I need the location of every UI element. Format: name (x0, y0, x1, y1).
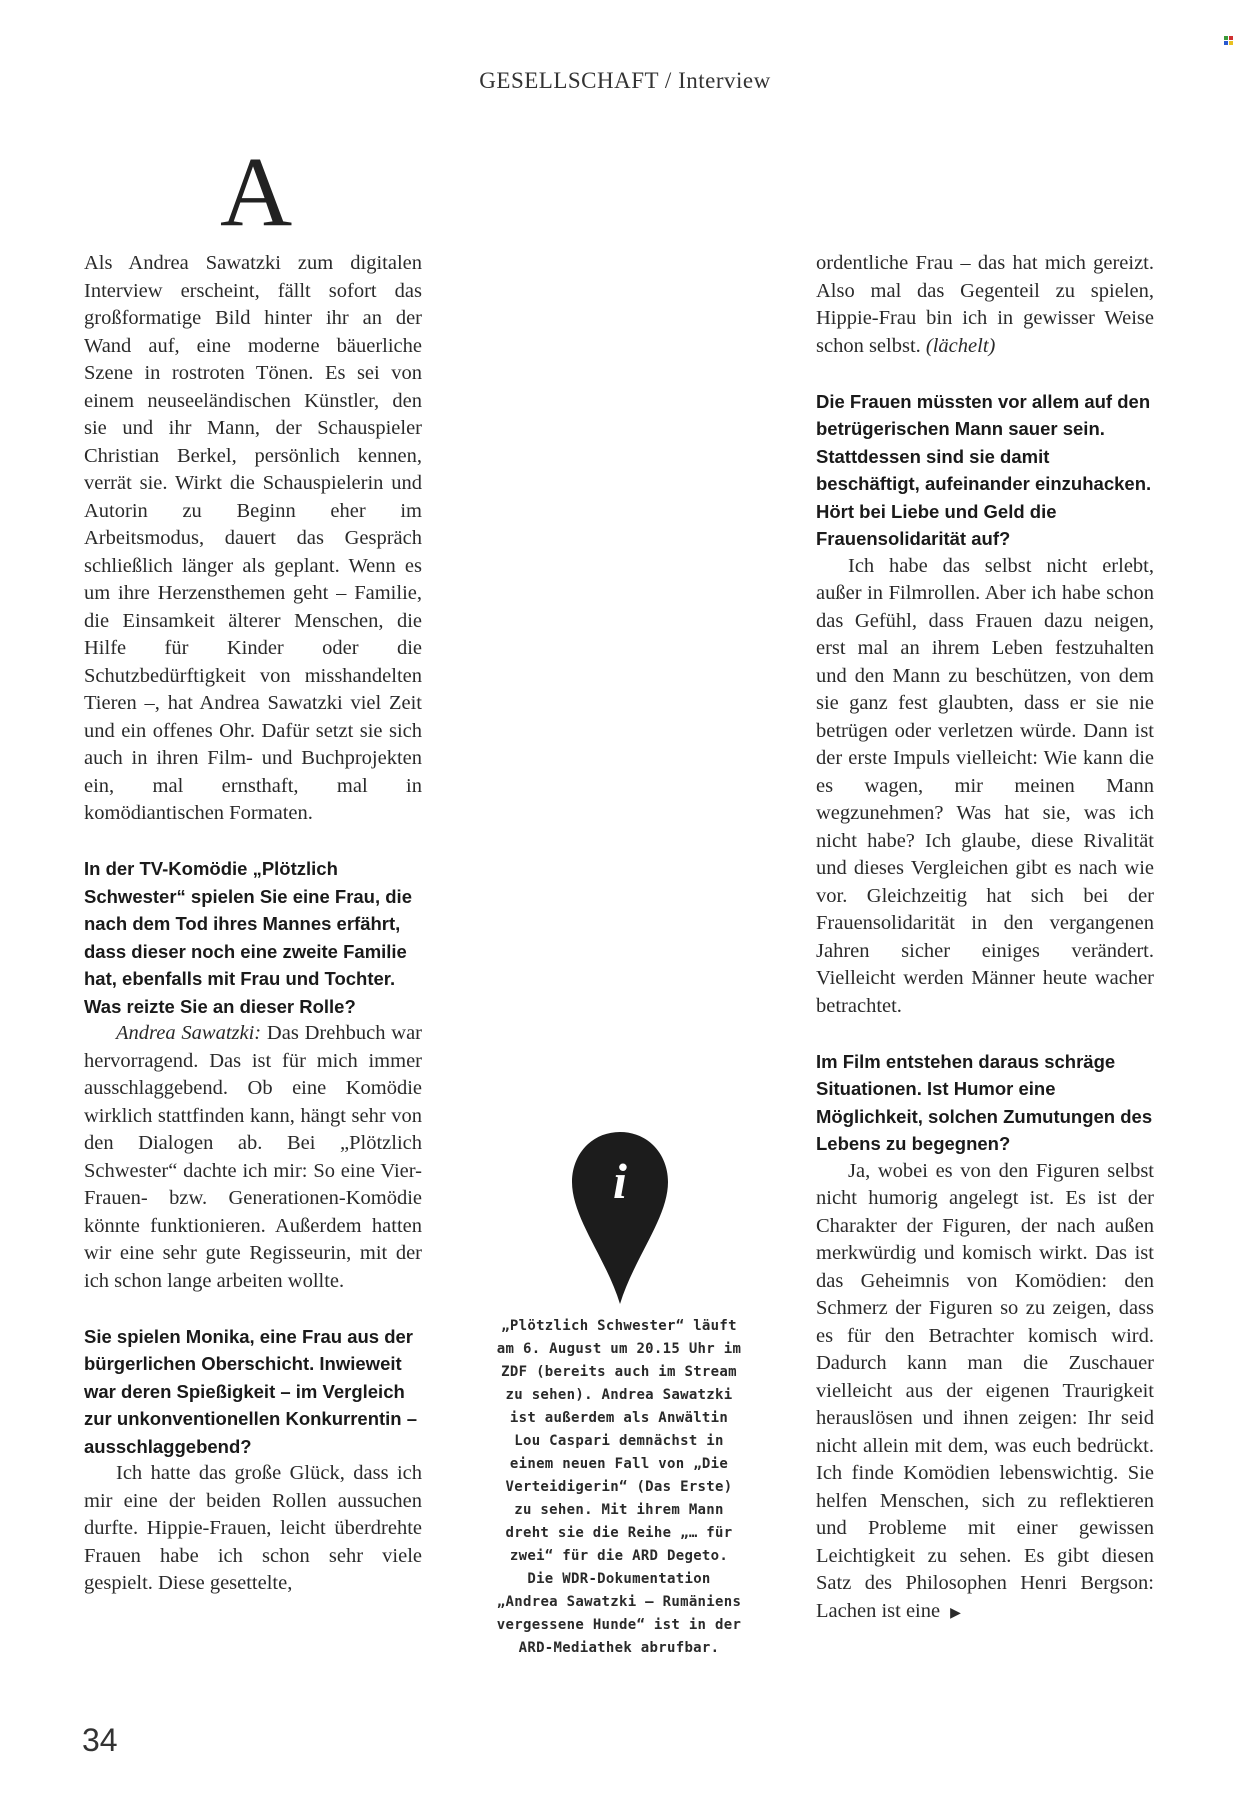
answer-2: Ich hatte das große Glück, dass ich mir eine der beiden Rollen aussuchen durfte. Hippie-Frauen, leicht überdrehte Frauen habe ich schon sehr viele gespielt. Diese gesettelte, (84, 1462, 422, 1594)
page-number: 34 (82, 1722, 118, 1758)
answer-1 (84, 1020, 422, 1295)
section-header: GESELLSCHAFT / Interview (479, 68, 771, 93)
question-3: Die Frauen müssten vor allem auf den betrügerischen Mann sauer sein. Stattdessen sind sie damit beschäftigt, aufeinander einzuhacken. Hört bei Liebe und Geld die Frauensolidarität auf? (816, 390, 1152, 549)
info-pin-icon (568, 1128, 672, 1308)
color-registration-mark (1224, 36, 1234, 46)
intro-paragraph: Als Andrea Sawatzki zum digitalen Interview erscheint, fällt sofort das großformatige Bild hinter ihr an der Wand auf, eine moderne bäuerliche Szene in rostroten Tönen. Es sei von einem neuseeländischen Künstler, den sie und ihr Mann, der Schauspieler Christian Berkel, persönlich kennen, verrät sie. Wirkt die Schauspielerin und Autorin zu Beginn eher im Arbeitsmodus, dauert das Gespräch schließlich länger als geplant. Wenn es um ihre Herzensthemen geht – Familie, die Einsamkeit älterer Menschen, die Hilfe für Kinder oder die Schutzbedürftigkeit von misshandelten Tieren –, hat Andrea Sawatzki viel Zeit und ein offenes Ohr. Dafür setzt sie sich auch in ihren Film- und Buchprojekten ein, mal ernsthaft, mal in komödiantischen Formaten. (84, 252, 422, 824)
answer-4-text: Ja, wobei es von den Figuren selbst nicht humorig angelegt ist. Es ist der Charakter der Figuren, der nach außen merkwürdig und komisch wirkt. Das ist das Geheimnis von Komödien: den Schmerz der Figuren so zu zeigen, dass es für den Betrachter komisch wird. Dadurch kann man die Zuschauer vielleicht aus der eigenen Traurigkeit herauslösen und ihnen zeigen: Ihr seid nicht allein mit dem, was euch bedrückt. Ich finde Komödien lebenswichtig. Sie helfen Menschen, sich zu reflektieren und Probleme mit einer gewissen Leichtigkeit zu sehen. Es gibt diesen Satz des Philosophen Henri Bergson: Lachen ist eine (816, 1159, 1154, 1622)
answer-2-continued (816, 250, 1154, 360)
drop-cap-initial: A (220, 136, 293, 247)
continue-arrow-icon: ▶ (950, 1604, 961, 1621)
question-4: Im Film entstehen daraus schräge Situationen. Ist Humor eine Möglichkeit, solchen Zumutungen des Lebens zu begegnen? (816, 1050, 1153, 1154)
right-column (816, 250, 1154, 1627)
question-2: Sie spielen Monika, eine Frau aus der bürgerlichen Oberschicht. Inwieweit war deren Spießigkeit – im Vergleich zur unkonventionellen Konkurrentin – ausschlaggebend? (84, 1325, 418, 1457)
answer-2-continued-text: ordentliche Frau – das hat mich gereizt. Also mal das Gegenteil zu spielen, Hippie-Frau bin ich in gewisser Weise schon selbst. (816, 252, 1154, 357)
stage-direction: (lächelt) (925, 334, 996, 357)
speaker-name: Andrea Sawatzki: (116, 1022, 262, 1044)
info-pin-letter: i (613, 1153, 627, 1209)
info-box-text: „Plötzlich Schwester“ läuft am 6. August um 20.15 Uhr im ZDF (bereits auch im Stream zu sehen). Andrea Sawatzki ist außerdem als Anwältin Lou Caspari demnächst in einem neuen Fall von „Die Verteidigerin“ (Das Erste) zu sehen. Mit ihrem Mann dreht sie die Reihe „… für zwei“ für die ARD Degeto. Die WDR-Dokumentation „Andrea Sawatzki – Rumäniens vergessene Hunde“ ist in der ARD-Mediathek abrufbar. (496, 1318, 742, 1656)
question-1: In der TV-Komödie „Plötzlich Schwester“ spielen Sie eine Frau, die nach dem Tod ihres Mannes erfährt, dass dieser noch eine zweite Familie hat, ebenfalls mit Frau und Tochter. Was reizte Sie an dieser Rolle? (84, 858, 412, 1017)
answer-1-text: Das Drehbuch war hervorragend. Das ist für mich immer ausschlaggebend. Ob eine Komödie wirklich stattfinden kann, hängt sehr von den Dialogen ab. Bei „Plötzlich Schwester“ dachte ich mir: So eine Vier-Frauen- bzw. Generationen-Komödie könnte funktionieren. Außerdem hatten wir eine sehr gute Regisseurin, mit der ich schon lange arbeiten wollte. (84, 1022, 422, 1292)
answer-4 (816, 1158, 1154, 1628)
answer-3: Ich habe das selbst nicht erlebt, außer in Filmrollen. Aber ich habe schon das Gefühl, dass Frauen dazu neigen, erst mal an ihrem Leben festzuhalten und den Mann zu beschützen, von dem sie ganz fest glaubten, dass er sie nie betrügen oder verletzen würde. Dann ist der erste Impuls vielleicht: Wie kann die es wagen, mir meinen Mann wegzunehmen? Was hat sie, was ich nicht habe? Ich glaube, diese Rivalität und dieses Vergleichen gibt es nach wie vor. Gleichzeitig hat sich bei der Frauensolidarität in den vergangenen Jahren sicher einiges verändert. Vielleicht werden Männer heute wacher betrachtet. (816, 554, 1154, 1017)
left-column (84, 250, 422, 1598)
